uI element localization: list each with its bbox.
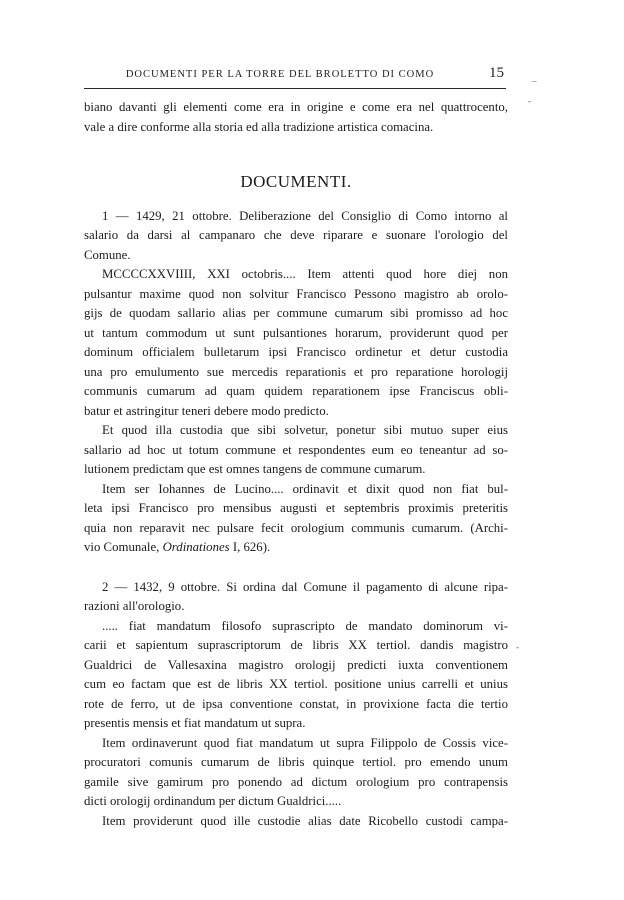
document-separator	[84, 558, 508, 578]
text-line: presentis mensis et fiat mandatum ut supra.	[84, 716, 306, 730]
text-line: dicti orologij ordinandum per dictum Gualdrici.....	[84, 794, 342, 808]
text-line: ut tantum commodum ut sunt pulsantiones horarum, providerunt quod per	[84, 325, 508, 340]
section-title: DOCUMENTI.	[240, 172, 352, 191]
citation-prefix: vio Comunale,	[84, 540, 163, 554]
text-line: sallario ad hoc ut totum commune et respondentes eum eo teneantur ad so-	[84, 442, 508, 457]
text-line: ..... fiat mandatum filosofo suprascripto de mandato dominorum vi-	[102, 618, 508, 633]
page-number: 15	[489, 65, 504, 81]
running-title: DOCUMENTI PER LA TORRE DEL BROLETTO DI COMO	[125, 69, 435, 80]
document-paragraph	[84, 421, 508, 480]
text-line: Item providerunt quod ille custodie alias date Ricobello custodi campa-	[102, 813, 508, 828]
text-line: pulsantur maxime quod non solvitur Francisco Pessono magistro ab orolo-	[84, 286, 508, 301]
document-1	[84, 207, 508, 558]
text-line: Item ordinaverunt quod fiat mandatum ut supra Filippolo de Cossis vice-	[102, 735, 508, 750]
text-line: dominum officialem bulletarum ipsi Francisco ordinetur et detur custodia	[84, 345, 508, 359]
text-line: lutionem predictam que est omnes tangens de commune cumarum.	[84, 462, 426, 476]
margin-dash-mark: -	[528, 96, 531, 106]
document-paragraph	[84, 617, 508, 734]
running-header	[84, 66, 506, 89]
text-line: Gualdrici de Vallesaxina magistro orologij predicti iuxta conventionem	[84, 657, 508, 672]
document-paragraph	[84, 812, 508, 832]
text-line: cum eo factam que est de libris XX tertiol. positione unius carrelli et unius	[84, 677, 508, 691]
text-line: razioni all'orologio.	[84, 599, 185, 613]
text-line: MCCCCXXVIIII, XXI octobris.... Item attenti quod hore diej non	[102, 267, 508, 281]
text-line: 1 — 1429, 21 ottobre. Deliberazione del Consiglio di Como intorno al	[102, 208, 508, 223]
text-line: batur et astringitur teneri debere modo predicto.	[84, 403, 329, 418]
text-line: Et quod illa custodia que sibi solvetur, ponetur sibi mutuo super eius	[102, 423, 508, 437]
text-line: communis cumarum ad quam quidem reparationem ipse Franciscus obli-	[84, 384, 508, 398]
document-paragraph	[84, 265, 508, 421]
text-line: rote de ferro, ut de ipsa conventione constat, in provixione facta die tertio	[84, 696, 508, 711]
citation-suffix: I, 626).	[229, 540, 271, 554]
archive-citation-line	[84, 538, 508, 558]
document-heading	[84, 578, 508, 617]
margin-dash-mark: –	[532, 76, 537, 86]
document-2	[84, 578, 508, 832]
intro-paragraph	[84, 98, 508, 137]
text-line: quia non reparavit nec pulsare fecit orologium communis cumarum. (Archi-	[84, 520, 508, 535]
text-line: salario da darsi al campanaro che deve riparare e suonare l'orologio del	[84, 228, 508, 242]
text-line: 2 — 1432, 9 ottobre. Si ordina dal Comune il pagamento di alcune ripa-	[102, 579, 508, 594]
text-line: una pro emulumento sue mercedis reparationis et pro reparatione horologij	[84, 364, 508, 379]
text-line: procuratori comunis cumarum de libris quinque tertiol. pro emendo unum	[84, 755, 508, 769]
text-line: Comune.	[84, 247, 131, 262]
document-paragraph	[84, 480, 508, 558]
body-text	[84, 98, 508, 831]
document-paragraph	[84, 734, 508, 812]
document-heading	[84, 207, 508, 266]
citation-title: Ordinationes	[162, 540, 230, 554]
text-line: vale a dire conforme alla storia ed alla tradizione artistica comacina.	[84, 119, 434, 134]
text-line: carii et sapientum suprascriptorum de libris XX tertiol. dandis magistro	[84, 638, 508, 652]
text-line: leta ipsi Francisco pro mensibus augusti et septembris proximis preteritis	[84, 501, 508, 515]
text-line: Item ser Iohannes de Lucino.... ordinavit et dixit quod non fiat bul-	[102, 481, 508, 496]
margin-dash-mark: -	[516, 642, 519, 652]
text-line: biano davanti gli elementi come era in origine e come era nel quattrocento,	[84, 100, 508, 114]
text-line: gijs de quodam sallario alias per commune cumarum sibi promisso ad hoc	[84, 306, 508, 320]
text-line: gamile sive gamirum pro ponendo ad dictum orologium pro contrapensis	[84, 774, 508, 789]
